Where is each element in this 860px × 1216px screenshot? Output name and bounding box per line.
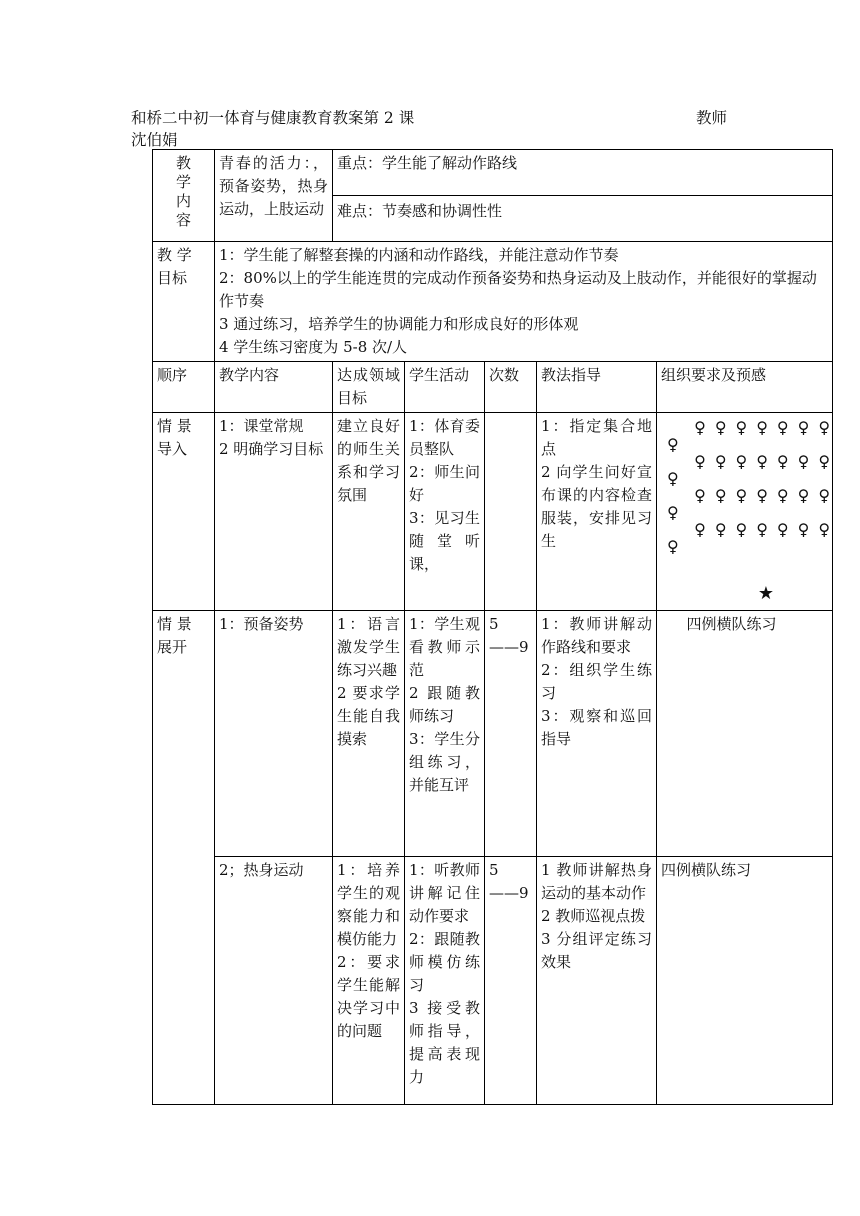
col-count: 次数	[485, 362, 537, 413]
content-label: 教 学 内 容	[153, 150, 215, 242]
student-icon: ♀	[735, 486, 748, 505]
student-icon: ♀	[818, 520, 831, 539]
student-icon: ♀	[818, 418, 831, 437]
row-activity: 1：学生观看教师示范 2 跟随教师练习 3：学生分组练习，并能互评	[405, 611, 485, 857]
student-icon: ♀	[667, 503, 679, 522]
key-point: 重点：学生能了解动作路线	[333, 150, 833, 196]
student-icon: ♀	[694, 418, 706, 437]
row-count	[485, 413, 537, 611]
table-header-row	[153, 362, 833, 413]
student-icon: ♀	[776, 418, 789, 437]
lesson-title: 和桥二中初一体育与健康教育教案第 2 课	[131, 109, 415, 127]
teacher-name: 沈伯娟	[131, 131, 178, 149]
student-icon: ♀	[735, 418, 748, 437]
row-content: 1：课堂常规 2 明确学习目标	[215, 413, 333, 611]
row-org: 四例横队练习	[657, 611, 833, 857]
page-header	[131, 107, 751, 151]
student-icon: ♀	[756, 486, 768, 505]
student-icon: ♀	[667, 537, 679, 556]
row-org: 四例横队练习	[657, 857, 833, 1105]
row-activity: 1：听教师讲解记住动作要求 2：跟随教师模仿练习 3 接受教师指导，提高表现力	[405, 857, 485, 1105]
col-org: 组织要求及预感	[657, 362, 833, 413]
student-icon: ♀	[797, 486, 810, 505]
col-goal: 达成领域目标	[333, 362, 405, 413]
student-icon: ♀	[735, 520, 748, 539]
student-icon: ♀	[694, 520, 706, 539]
table-row	[153, 413, 833, 611]
teacher-star-icon: ★	[757, 583, 775, 604]
student-icon: ♀	[797, 418, 810, 437]
formation-row	[667, 419, 830, 437]
row-content: 1：预备姿势	[215, 611, 333, 857]
formation-row	[667, 521, 830, 539]
row-count: 5 ——9	[485, 611, 537, 857]
student-icon: ♀	[756, 520, 768, 539]
student-icon: ♀	[714, 520, 727, 539]
formation-row	[667, 487, 830, 505]
row-goal: 建立良好的师生关系和学习氛围	[333, 413, 405, 611]
formation-row	[667, 453, 830, 471]
row-goal: 1：语言激发学生练习兴趣 2 要求学生能自我摸索	[333, 611, 405, 857]
student-icon: ♀	[797, 452, 810, 471]
content-topic: 青春的活力：，预备姿势，热身运动，上肢运动	[215, 150, 333, 242]
lesson-plan-table	[152, 149, 833, 1105]
student-icon: ♀	[714, 418, 727, 437]
row-activity: 1：体育委员整队 2：师生问好 3：见习生随堂听课，	[405, 413, 485, 611]
table-row	[153, 857, 833, 1105]
col-content: 教学内容	[215, 362, 333, 413]
col-order: 顺序	[153, 362, 215, 413]
goal-line: 3 通过练习，培养学生的协调能力和形成良好的形体观	[219, 315, 579, 333]
teacher-label: 教师	[696, 109, 728, 127]
student-icon: ♀	[756, 418, 768, 437]
student-icon: ♀	[818, 452, 831, 471]
student-icon: ♀	[735, 452, 748, 471]
goal-line: 1：学生能了解整套操的内涵和动作路线，并能注意动作节奏	[219, 246, 619, 264]
col-method: 教法指导	[537, 362, 657, 413]
row-content: 2；热身运动	[215, 857, 333, 1105]
difficulty-point: 难点：节奏感和协调性性	[333, 196, 833, 242]
row-goal: 1：培养学生的观察能力和模仿能力 2：要求学生能解决学习中的问题	[333, 857, 405, 1105]
student-icon: ♀	[776, 452, 789, 471]
goal-line: 4 学生练习密度为 5-8 次/人	[219, 338, 408, 356]
student-icon: ♀	[714, 452, 727, 471]
row-method: 1 教师讲解热身运动的基本动作 2 教师巡视点拨 3 分组评定练习效果	[537, 857, 657, 1105]
row-order: 情 景 展开	[153, 611, 215, 1105]
student-icon: ♀	[776, 520, 789, 539]
student-icon: ♀	[818, 486, 831, 505]
goals-label: 教 学 目标	[153, 242, 215, 362]
table-row	[153, 611, 833, 857]
student-icon: ♀	[694, 452, 706, 471]
goals-text	[215, 242, 833, 362]
student-icon: ♀	[756, 452, 768, 471]
goal-line: 2：80%以上的学生能连贯的完成动作预备姿势和热身运动及上肢动作，并能很好的掌握动作节奏	[219, 269, 817, 310]
student-icon: ♀	[667, 435, 679, 454]
formation-diagram	[657, 413, 833, 611]
row-order: 情 景 导入	[153, 413, 215, 611]
row-count: 5 ——9	[485, 857, 537, 1105]
student-icon: ♀	[776, 486, 789, 505]
row-method: 1：指定集合地点 2 向学生问好宣布课的内容检查服装，安排见习生	[537, 413, 657, 611]
student-icon: ♀	[694, 486, 706, 505]
student-icon: ♀	[714, 486, 727, 505]
row-method: 1：教师讲解动作路线和要求 2：组织学生练习 3：观察和巡回指导	[537, 611, 657, 857]
student-icon: ♀	[797, 520, 810, 539]
student-icon: ♀	[667, 469, 679, 488]
col-activity: 学生活动	[405, 362, 485, 413]
